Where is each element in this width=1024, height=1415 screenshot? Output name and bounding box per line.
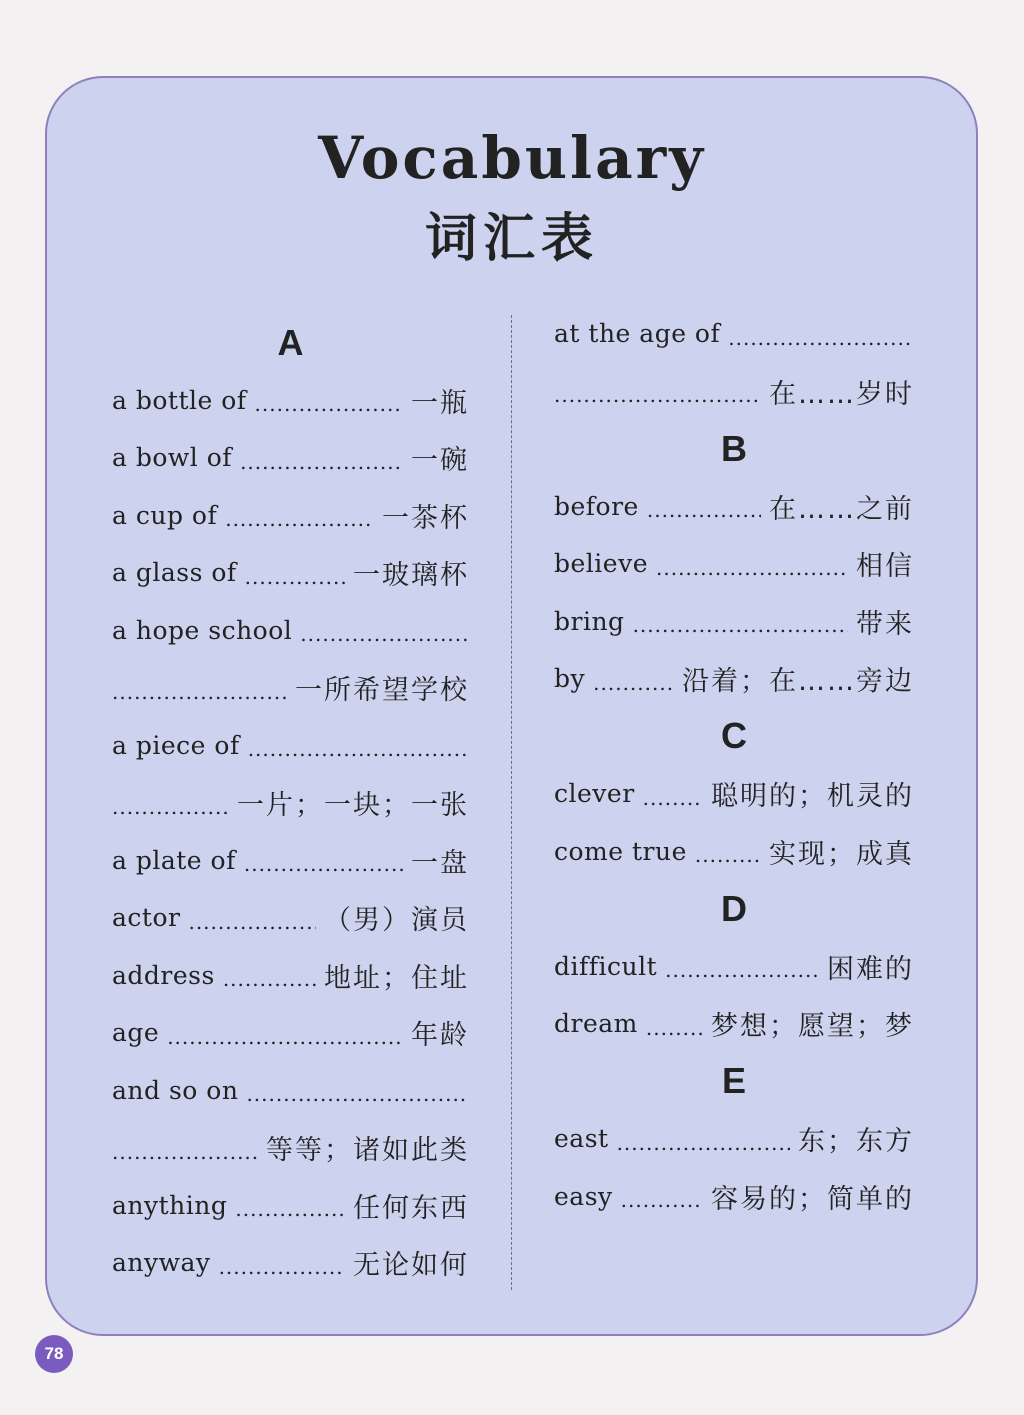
entry-english: a bowl of: [112, 443, 233, 473]
leader-dots: [695, 843, 761, 867]
leader-dots: [112, 1140, 258, 1164]
entry-english: a glass of: [112, 558, 237, 588]
vocab-entry: [554, 938, 914, 996]
entry-english: bring: [554, 606, 625, 636]
vocab-entry: [554, 363, 914, 421]
section-header-c: C: [721, 715, 747, 757]
leader-dots: [554, 383, 761, 407]
entry-chinese: 带来: [856, 608, 914, 640]
leader-dots: [255, 392, 403, 416]
left-column: [112, 314, 469, 1292]
entry-chinese: 梦想；愿望；梦: [711, 1011, 914, 1043]
leader-dots: [225, 507, 374, 531]
leader-dots: [245, 565, 345, 589]
vocab-entry: [112, 774, 469, 832]
vocab-entry: [112, 1234, 469, 1292]
section-header-a: A: [277, 321, 304, 363]
leader-dots: [112, 680, 287, 704]
entry-chinese: 在……岁时: [769, 378, 914, 410]
leader-dots: [643, 786, 703, 810]
entry-english: anyway: [112, 1248, 211, 1278]
leader-dots: [219, 1255, 345, 1279]
leader-dots: [188, 910, 316, 934]
entry-chinese: 一茶杯: [382, 502, 469, 534]
entry-english: difficult: [554, 951, 658, 981]
leader-dots: [244, 852, 403, 876]
vocab-entry: [554, 650, 914, 708]
entry-english: believe: [554, 549, 649, 579]
entry-chinese: 实现；成真: [769, 838, 914, 870]
b-entry-list: [554, 478, 914, 708]
page-subtitle: 词汇表: [424, 209, 599, 269]
vocab-entry: [112, 1119, 469, 1177]
entry-chinese: 地址；住址: [324, 962, 469, 994]
entry-chinese: 聪明的；机灵的: [711, 781, 914, 813]
section-header-d: D: [721, 887, 747, 929]
d-entry-list: [554, 938, 914, 1053]
leader-dots: [646, 1016, 703, 1040]
a-entry-list: [554, 305, 914, 420]
entry-english: a bottle of: [112, 385, 247, 415]
entry-english: address: [112, 960, 215, 990]
entry-chinese: 年龄: [411, 1020, 469, 1052]
leader-dots: [617, 1131, 790, 1155]
entry-chinese: 任何东西: [353, 1192, 469, 1224]
entry-english: a hope school: [112, 615, 293, 645]
vocab-entry: [112, 947, 469, 1005]
vocab-entry: [554, 1110, 914, 1168]
section-header-b: B: [721, 427, 747, 469]
entry-chinese: 困难的: [827, 953, 914, 985]
entry-english: anything: [112, 1190, 228, 1220]
entry-english: east: [554, 1124, 609, 1154]
leader-dots: [112, 795, 229, 819]
vocab-entry: [112, 544, 469, 602]
entry-english: age: [112, 1018, 160, 1048]
vocab-entry: [112, 1004, 469, 1062]
c-entry-list: [554, 765, 914, 880]
vocab-entry: [112, 1062, 469, 1120]
entry-english: clever: [554, 779, 635, 809]
entry-chinese: 一盘: [411, 847, 469, 879]
vocab-entry: [554, 305, 914, 363]
vocab-entry: [554, 995, 914, 1053]
e-entry-list: [554, 1110, 914, 1225]
leader-dots: [633, 613, 848, 637]
vocab-entry: [112, 717, 469, 775]
entry-english: before: [554, 491, 639, 521]
entry-chinese: 在……之前: [769, 493, 914, 525]
vocab-entry: [554, 593, 914, 651]
vocab-entry: [554, 1168, 914, 1226]
vocab-entry: [554, 535, 914, 593]
entry-chinese: 相信: [856, 551, 914, 583]
entry-english: a plate of: [112, 845, 236, 875]
entry-chinese: 一瓶: [411, 387, 469, 419]
entry-english: by: [554, 664, 586, 694]
entry-english: dream: [554, 1009, 638, 1039]
vocab-entry: [112, 889, 469, 947]
vocab-entry: [112, 832, 469, 890]
entry-chinese: 一所希望学校: [295, 675, 469, 707]
leader-dots: [647, 498, 761, 522]
vocab-entry: [554, 765, 914, 823]
leader-dots: [167, 1025, 403, 1049]
leader-dots: [246, 1082, 469, 1106]
leader-dots: [300, 622, 469, 646]
vocab-entry: [554, 478, 914, 536]
vocab-entry: [112, 372, 469, 430]
vocab-entry: [112, 487, 469, 545]
entry-english: come true: [554, 836, 687, 866]
section-header-e: E: [721, 1060, 746, 1102]
entry-chinese: 无论如何: [353, 1250, 469, 1282]
vocab-entry: [112, 1177, 469, 1235]
leader-dots: [593, 671, 674, 695]
entry-english: at the age of: [554, 319, 721, 349]
entry-english: actor: [112, 903, 181, 933]
entry-chinese: 东；东方: [798, 1126, 914, 1158]
leader-dots: [248, 737, 469, 761]
entry-english: a piece of: [112, 730, 240, 760]
entry-english: easy: [554, 1181, 613, 1211]
leader-dots: [621, 1188, 703, 1212]
page-number: 78: [35, 1335, 73, 1373]
leader-dots: [656, 556, 848, 580]
leader-dots: [223, 967, 316, 991]
right-column: [554, 305, 914, 1225]
vocab-entry: [112, 659, 469, 717]
leader-dots: [728, 326, 914, 350]
leader-dots: [665, 958, 819, 982]
entry-english: a cup of: [112, 500, 218, 530]
entry-chinese: 一片；一块；一张: [237, 790, 469, 822]
leader-dots: [240, 450, 403, 474]
entry-chinese: 一玻璃杯: [353, 560, 469, 592]
vocab-entry: [112, 602, 469, 660]
entry-chinese: 沿着；在……旁边: [682, 666, 914, 698]
entry-chinese: （男）演员: [324, 905, 469, 937]
vocab-entry: [112, 429, 469, 487]
leader-dots: [235, 1197, 345, 1221]
entry-chinese: 容易的；简单的: [711, 1183, 914, 1215]
entry-english: and so on: [112, 1075, 239, 1105]
entry-chinese: 等等；诸如此类: [266, 1135, 469, 1167]
page-title: Vocabulary: [318, 124, 706, 192]
entry-chinese: 一碗: [411, 445, 469, 477]
vocab-entry: [554, 823, 914, 881]
left-entry-list: [112, 372, 469, 1292]
column-divider: [511, 315, 512, 1290]
